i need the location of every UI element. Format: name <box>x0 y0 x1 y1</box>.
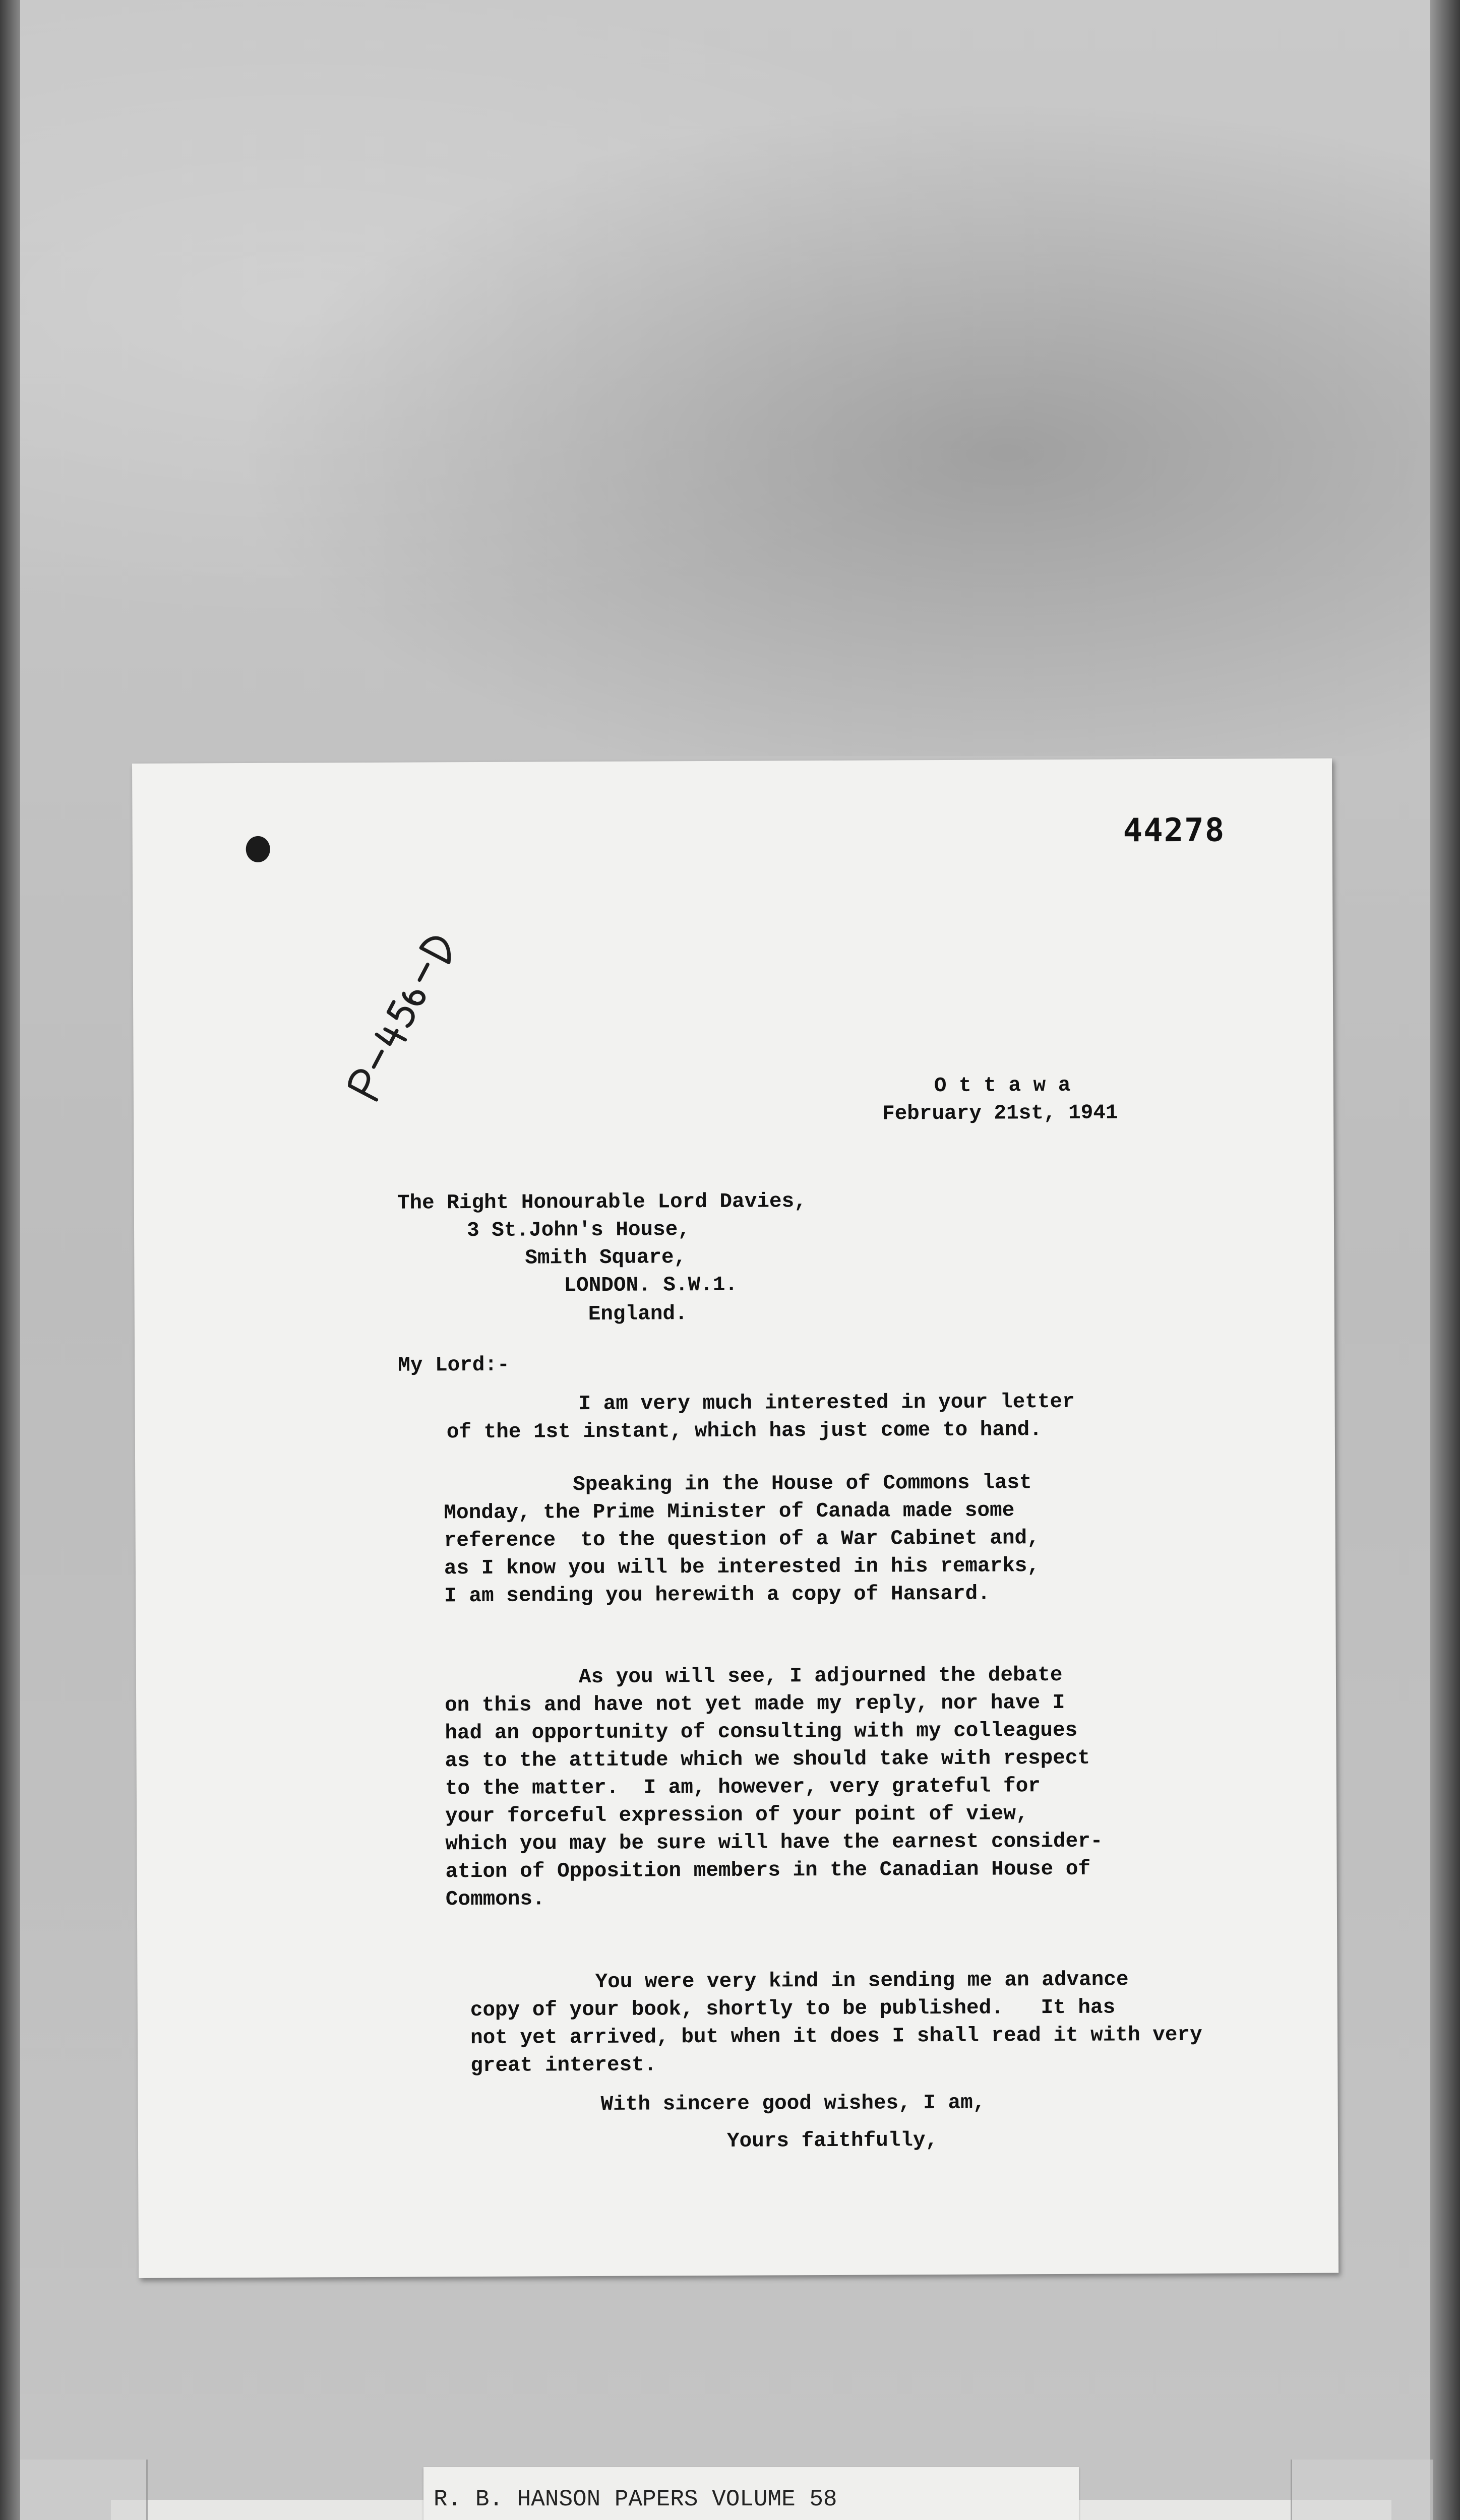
address-line: 3 St.John's House, <box>466 1218 691 1243</box>
letter-place: O t t a w a <box>934 1074 1071 1098</box>
address-line: LONDON. S.W.1. <box>564 1273 738 1298</box>
paragraph-line: copy of your book, shortly to be published. It has <box>470 1996 1116 2023</box>
paragraph-line: which you may be sure will have the earnest consider- <box>445 1830 1103 1856</box>
handwritten-note-mark <box>329 898 481 1115</box>
closing-line: With sincere good wishes, I am, <box>600 2091 986 2116</box>
paragraph-line: your forceful expression of your point of view, <box>445 1802 1028 1829</box>
paragraph-line: on this and have not yet made my reply, nor have I <box>445 1691 1065 1718</box>
paragraph-line: Commons. <box>445 1887 545 1912</box>
paragraph-line: great interest. <box>470 2053 657 2078</box>
letter-date: February 21st, 1941 <box>882 1101 1118 1126</box>
address-line: England. <box>588 1302 688 1327</box>
backing-paper-texture <box>20 0 1430 756</box>
signoff: Yours faithfully, <box>726 2129 938 2153</box>
document-number: 44278 <box>1123 811 1226 850</box>
salutation: My Lord:- <box>398 1353 510 1377</box>
paragraph-line: had an opportunity of consulting with my colleagues <box>445 1719 1078 1745</box>
scan-edge-left <box>0 0 20 2520</box>
paragraph-line: as to the attitude which we should take with respect <box>445 1746 1090 1773</box>
paragraph-line: as I know you will be interested in his remarks, <box>444 1554 1040 1581</box>
tape-strip-left <box>20 2460 148 2520</box>
paragraph-line: Monday, the Prime Minister of Canada made some <box>444 1499 1015 1525</box>
paragraph-line: I am sending you herewith a copy of Hansard. <box>444 1582 990 1608</box>
tape-strip-right <box>1291 2460 1433 2520</box>
paragraph-line: Speaking in the House of Commons last <box>573 1471 1032 1497</box>
paragraph-line: to the matter. I am, however, very grateful for <box>445 1775 1041 1801</box>
paragraph-line: You were very kind in sending me an advance <box>595 1968 1129 1994</box>
paragraph-line: of the 1st instant, which has just come to hand. <box>446 1418 1042 1444</box>
paragraph-line: ation of Opposition members in the Canadian House of <box>445 1857 1091 1884</box>
paragraph-line: not yet arrived, but when it does I shall read it with very <box>470 2023 1202 2050</box>
address-line: The Right Honourable Lord Davies, <box>397 1190 807 1215</box>
address-line: Smith Square, <box>525 1246 687 1270</box>
letter-page <box>132 759 1339 2278</box>
punch-hole <box>246 836 270 862</box>
volume-label <box>423 2467 1079 2520</box>
scan-edge-right <box>1430 0 1460 2520</box>
paragraph-line: I am very much interested in your letter <box>578 1390 1075 1416</box>
paragraph-line: reference to the question of a War Cabinet and, <box>444 1527 1040 1553</box>
volume-label-text: R. B. HANSON PAPERS VOLUME 58 <box>434 2486 837 2512</box>
paragraph-line: As you will see, I adjourned the debate <box>578 1663 1063 1689</box>
